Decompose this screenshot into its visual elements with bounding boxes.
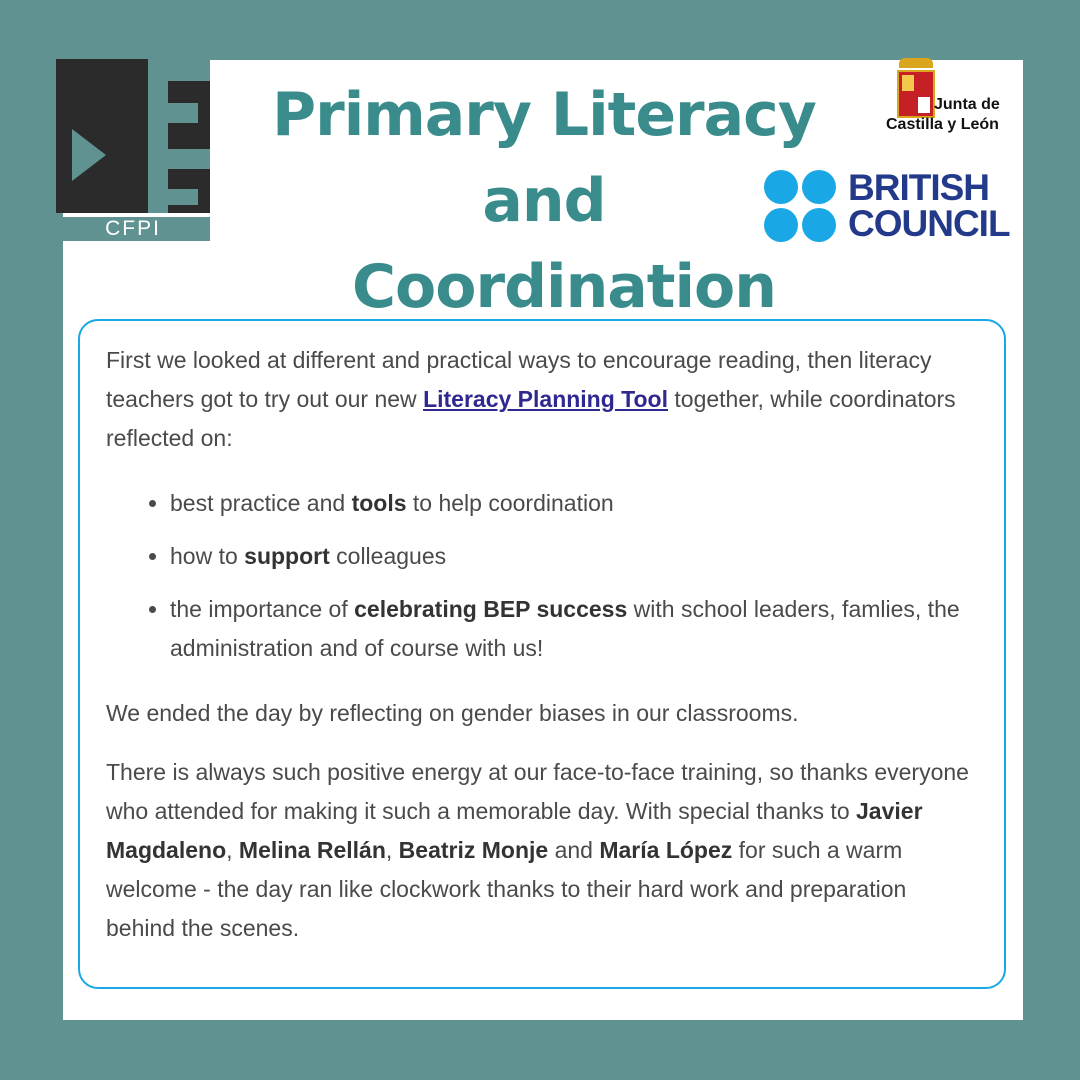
junta-text-line-1: Junta de — [934, 96, 1000, 113]
list-item: • the importance of celebrating BEP success with school leaders, famlies, the administration and of course with us! — [170, 590, 978, 668]
bc-dot-icon — [764, 208, 798, 242]
bc-dot-icon — [764, 170, 798, 204]
intro-paragraph: First we looked at different and practical ways to encourage reading, then literacy teachers got to try out our new Literacy Planning Tool together, while coordinators reflected on: — [106, 347, 956, 451]
cfpi-label: CFPI — [56, 217, 210, 241]
bc-dot-icon — [802, 208, 836, 242]
title-line-2: Coordination — [352, 252, 776, 322]
list-item: • how to support colleagues — [170, 537, 978, 576]
title-line-1: Primary Literacy and — [272, 80, 816, 236]
play-icon — [72, 129, 106, 181]
cfpi-logo — [56, 59, 210, 241]
bc-text-line-2: COUNCIL — [848, 203, 1010, 244]
bullet-list — [106, 484, 978, 668]
bc-text-line-1: BRITISH — [848, 167, 989, 208]
closing-paragraph-1: We ended the day by reflecting on gender biases in our classrooms. — [106, 700, 799, 726]
literacy-planning-tool-link[interactable]: Literacy Planning Tool — [423, 386, 668, 412]
junta-logo — [884, 58, 1020, 138]
bc-dot-icon — [802, 170, 836, 204]
crown-icon — [899, 58, 933, 68]
list-item: • best practice and tools to help coordination — [170, 484, 978, 523]
junta-text-line-2: Castilla y León — [886, 116, 999, 133]
coat-of-arms-icon — [897, 70, 935, 118]
british-council-logo — [764, 168, 1022, 244]
text-box — [78, 319, 1006, 989]
closing-paragraph-2: There is always such positive energy at our face-to-face training, so thanks everyone who attended for making it such a memorable day. With special thanks to Javier Magdaleno, Melina Rellán, Beatriz Monje and María López for such a warm welcome - the day ran like clockwork thanks to their hard work and preparation behind the scenes. — [106, 759, 969, 941]
